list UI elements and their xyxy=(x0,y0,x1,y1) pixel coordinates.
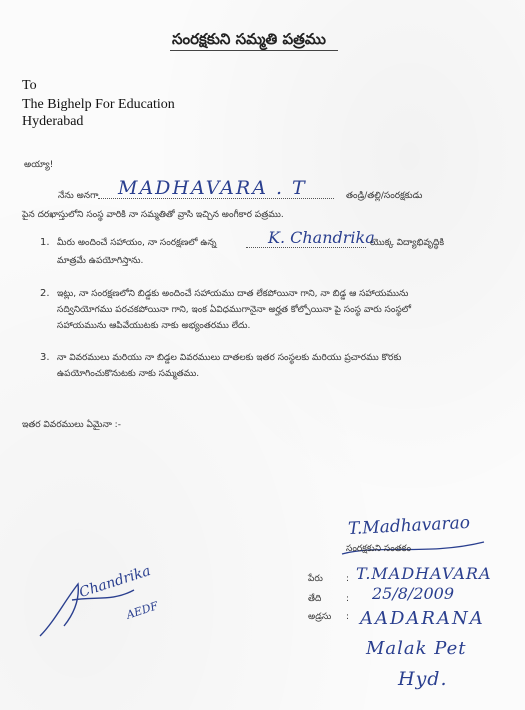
item3-text-b: ఉపయోగించుకొనుటకు నాకు సమ్మతము. xyxy=(57,369,200,379)
address-label: అడ్రసు xyxy=(308,612,332,622)
item3-text-a: నా వివరములు మరియు నా బిడ్డల వివరములు దాతలకు ఇతర సంస్థలకు మరియు ప్రచారము కొరకు xyxy=(57,353,402,363)
witness-signature: Chandrika xyxy=(77,562,153,602)
address-handwritten-line2: Malak Pet xyxy=(366,638,467,659)
address-city: Hyderabad xyxy=(22,114,84,129)
date-colon: : xyxy=(346,594,350,604)
date-label: తేది xyxy=(308,594,322,604)
item1-text-b: యొక్క విద్యాభివృద్ధికి xyxy=(370,238,445,248)
address-to: To xyxy=(22,78,37,93)
item1-number: 1. xyxy=(40,237,50,248)
item2-number: 2. xyxy=(40,288,50,299)
child-name-handwritten: K. Chandrika xyxy=(268,228,375,247)
item1-text-c: మాత్రమే ఉపయోగిస్తాను. xyxy=(57,256,144,266)
title-underline xyxy=(170,50,338,51)
address-colon: : xyxy=(346,612,350,622)
intro-line2: పైన దరఖాస్తులోని సంస్థ వారికి నా సమ్మతితో వ్రాసి ఇచ్చిన అంగీకార పత్రము. xyxy=(22,210,284,220)
other-details-label: ఇతర వివరములు ఏమైనా :- xyxy=(22,420,121,430)
name-handwritten: T.MADHAVARA xyxy=(356,564,492,583)
item1-text-a: మీరు అందించే సహాయం, నా సంరక్షణలో ఉన్న xyxy=(57,238,217,248)
witness-note: AEDF xyxy=(124,599,160,622)
date-handwritten: 25/8/2009 xyxy=(372,584,455,603)
name-label: పేరు xyxy=(308,574,323,584)
item2-text-b: సద్వినియోగము పరచకపోయినా గాని, ఇంక ఏవిధముగానైనా అర్హత కోల్పోయినా పై సంస్థ వారు సంస్థలో xyxy=(57,305,412,315)
name-colon: : xyxy=(346,574,350,584)
intro-lead: నేను అనగా xyxy=(58,191,99,201)
address-org: The Bighelp For Education xyxy=(22,97,175,112)
item2-text-a: ఇట్లు, నా సంరక్షణలోని బిడ్డకు అందించే సహాయము దాత లేకపోయినా గాని, నా బిడ్డ ఆ సహాయమును xyxy=(57,289,409,299)
document-title: సంరక్షకుని సమ్మతి పత్రము xyxy=(172,30,326,48)
intro-tail: తండ్రి/తల్లి/సంరక్షకుడు xyxy=(346,191,423,201)
item1-child-line xyxy=(246,247,366,248)
guardian-name-handwritten: MADHAVARA . T xyxy=(118,177,307,199)
salutation: అయ్యా! xyxy=(24,160,54,170)
guardian-signature: T.Madhavarao xyxy=(347,512,471,540)
signature-label: సంరక్షకుని సంతకం xyxy=(346,544,412,554)
item2-text-c: సహాయమును ఆపివేయుటకు నాకు అభ్యంతరము లేదు. xyxy=(57,321,251,331)
address-handwritten-line1: AADARANA xyxy=(360,608,485,629)
address-handwritten-line3: Hyd. xyxy=(398,668,448,690)
item3-number: 3. xyxy=(40,352,50,363)
